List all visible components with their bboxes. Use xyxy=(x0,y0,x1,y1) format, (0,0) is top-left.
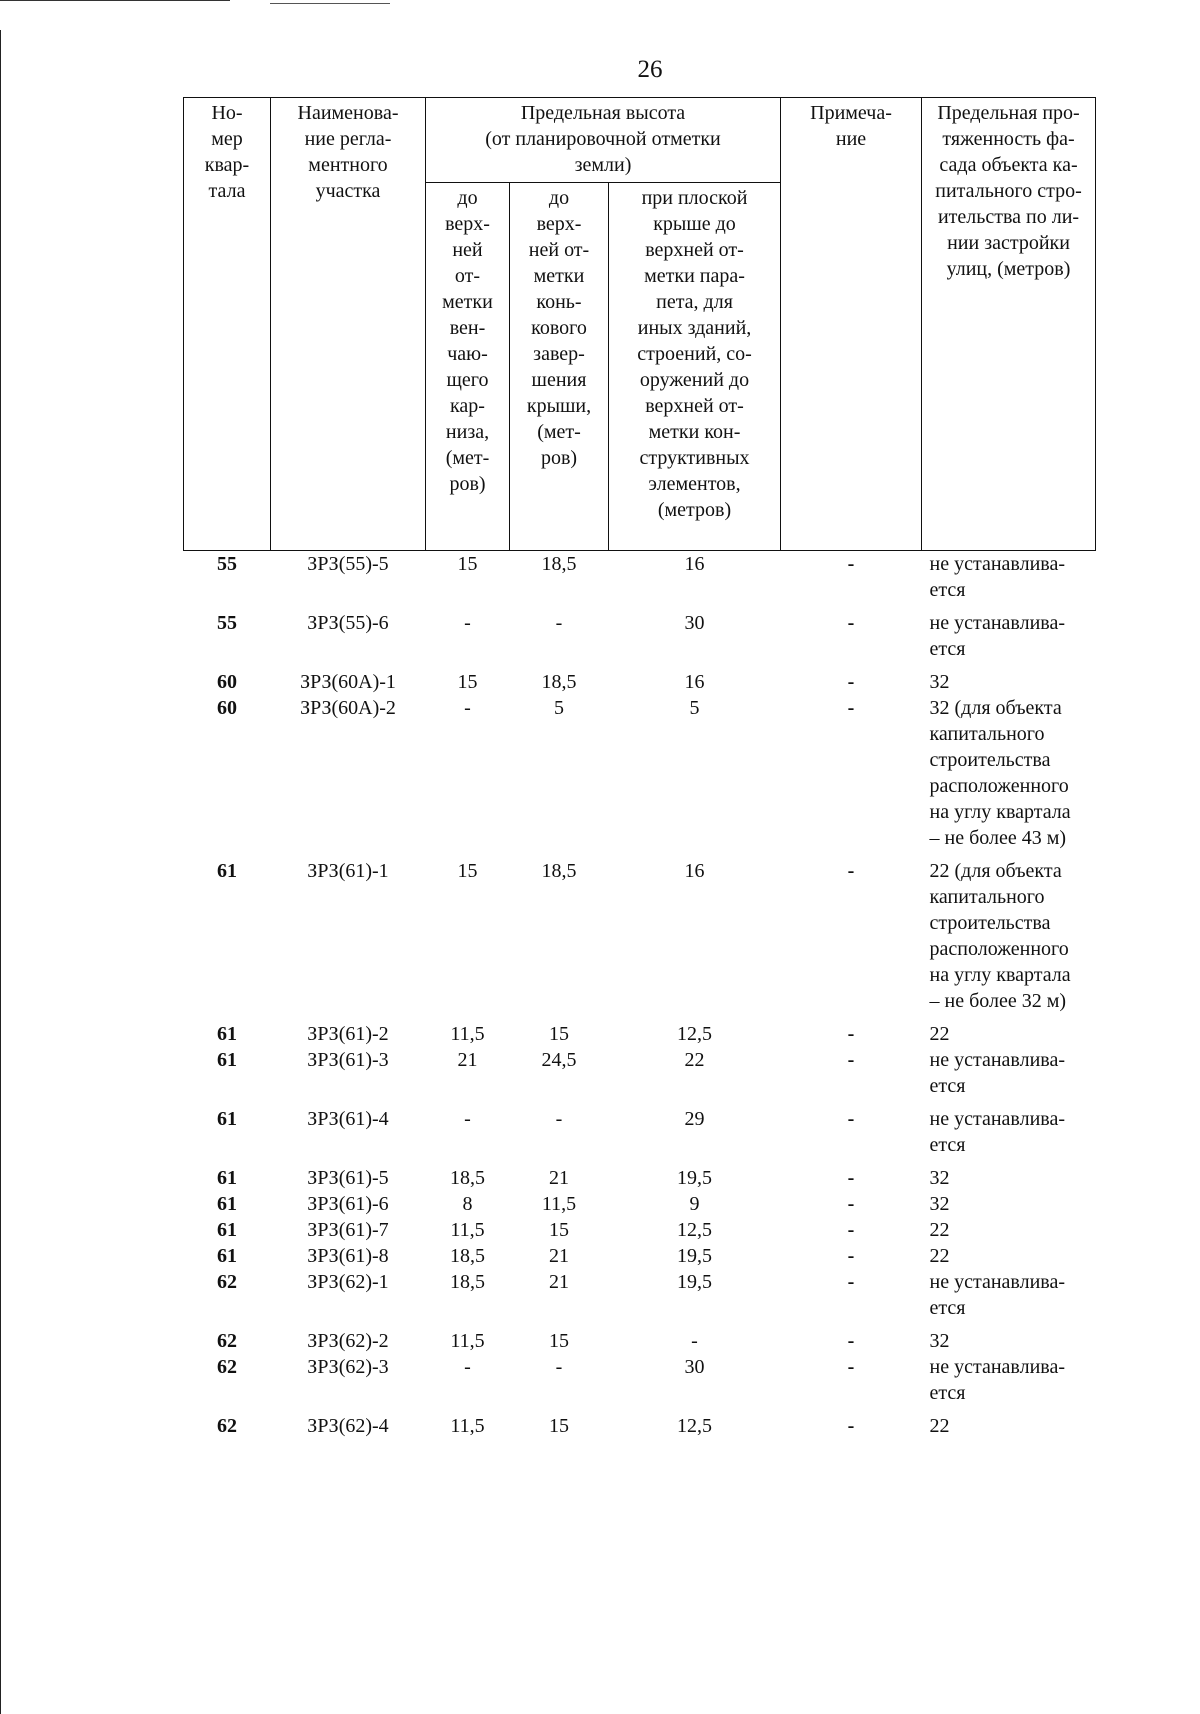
cell-ridge: 15 xyxy=(549,1023,569,1045)
table-row xyxy=(184,1106,1096,1165)
table-row xyxy=(184,1243,1096,1269)
cell-facade: не устанавлива- ется xyxy=(929,1271,1065,1319)
cell-flat-roof: 9 xyxy=(689,1193,700,1215)
cell-note: - xyxy=(847,1415,855,1437)
cell-cornice: 15 xyxy=(457,671,478,693)
cell-quarter: 60 xyxy=(217,697,237,719)
table-row xyxy=(184,1354,1096,1413)
cell-facade: 32 (для объекта капитального строительства расположенного на углу квартала – не более 43 м) xyxy=(929,697,1071,849)
header-area-name: Наименова- ние регла- ментного участка xyxy=(271,98,426,551)
cell-area: ЗРЗ(62)-4 xyxy=(307,1415,389,1437)
cell-note: - xyxy=(847,1023,855,1045)
cell-cornice: 18,5 xyxy=(450,1167,485,1189)
cell-flat-roof: 19,5 xyxy=(677,1245,712,1267)
cell-ridge: 21 xyxy=(549,1167,569,1189)
cell-note: - xyxy=(847,1245,855,1267)
cell-cornice: 11,5 xyxy=(450,1023,485,1045)
cell-note: - xyxy=(847,1167,855,1189)
cell-ridge: 18,5 xyxy=(541,553,577,575)
cell-note: - xyxy=(847,1193,855,1215)
cell-quarter: 61 xyxy=(217,1049,237,1071)
cell-cornice: 11,5 xyxy=(450,1330,485,1352)
cell-facade: не устанавлива- ется xyxy=(929,1356,1065,1404)
cell-cornice: 15 xyxy=(457,553,478,575)
table-row xyxy=(184,1217,1096,1243)
cell-flat-roof: 16 xyxy=(684,860,705,882)
cell-ridge: - xyxy=(555,1108,563,1130)
table-row xyxy=(184,610,1096,669)
cell-cornice: 11,5 xyxy=(450,1415,485,1437)
cell-ridge: - xyxy=(555,1356,563,1378)
cell-flat-roof: 16 xyxy=(684,671,705,693)
table-row xyxy=(184,1021,1096,1047)
cell-facade: 32 xyxy=(929,671,950,693)
cell-area: ЗРЗ(55)-6 xyxy=(307,612,389,634)
cell-facade: 22 (для объекта капитального строительства расположенного на углу квартала – не более 32 м) xyxy=(929,860,1071,1012)
cell-facade: 32 xyxy=(929,1193,950,1215)
cell-note: - xyxy=(847,553,855,575)
cell-ridge: 21 xyxy=(549,1271,569,1293)
table-row xyxy=(184,858,1096,1021)
cell-ridge: 18,5 xyxy=(541,671,577,693)
cell-note: - xyxy=(847,860,855,882)
cell-flat-roof: 30 xyxy=(684,612,705,634)
subheader-ridge: до верх- ней от- метки конь- кового завер- шения крыши, (мет- ров) xyxy=(510,183,609,551)
cell-cornice: 8 xyxy=(462,1193,473,1215)
cell-quarter: 61 xyxy=(217,1245,237,1267)
cell-area: ЗРЗ(61)-3 xyxy=(307,1049,389,1071)
cell-quarter: 61 xyxy=(217,860,237,882)
cell-ridge: 15 xyxy=(549,1330,569,1352)
cell-area: ЗРЗ(60А)-2 xyxy=(300,697,396,719)
cell-flat-roof: 5 xyxy=(689,697,700,719)
cell-ridge: 11,5 xyxy=(541,1193,577,1215)
cell-quarter: 55 xyxy=(217,553,237,575)
table-row xyxy=(184,1269,1096,1328)
cell-flat-roof: 30 xyxy=(684,1356,705,1378)
cell-cornice: 18,5 xyxy=(450,1245,485,1267)
table-body xyxy=(184,551,1096,1440)
cell-ridge: 15 xyxy=(549,1219,569,1241)
cell-flat-roof: 16 xyxy=(684,553,705,575)
cell-quarter: 61 xyxy=(217,1167,237,1189)
cell-ridge: 15 xyxy=(549,1415,569,1437)
page-number: 26 xyxy=(637,56,663,83)
regulation-table xyxy=(183,97,1096,1439)
cell-quarter: 62 xyxy=(217,1356,237,1378)
cell-note: - xyxy=(847,1108,855,1130)
scan-edge xyxy=(0,0,230,1)
cell-area: ЗРЗ(61)-7 xyxy=(307,1219,389,1241)
cell-facade: не устанавлива- ется xyxy=(929,553,1065,601)
table-row xyxy=(184,1191,1096,1217)
cell-note: - xyxy=(847,671,855,693)
cell-note: - xyxy=(847,612,855,634)
header-note: Примеча- ние xyxy=(781,98,922,551)
cell-note: - xyxy=(847,1219,855,1241)
cell-area: ЗРЗ(61)-6 xyxy=(307,1193,389,1215)
cell-note: - xyxy=(847,697,855,719)
cell-quarter: 60 xyxy=(217,671,237,693)
scan-edge xyxy=(270,3,390,4)
cell-area: ЗРЗ(61)-5 xyxy=(307,1167,389,1189)
cell-flat-roof: 19,5 xyxy=(677,1271,712,1293)
cell-ridge: 21 xyxy=(549,1245,569,1267)
cell-area: ЗРЗ(62)-2 xyxy=(307,1330,389,1352)
cell-flat-roof: - xyxy=(691,1330,698,1352)
cell-quarter: 55 xyxy=(217,612,237,634)
cell-cornice: - xyxy=(464,697,471,719)
header-facade-length: Предельная про- тяженность фа- сада объекта ка- питального стро- ительства по ли- нии застройки улиц, (метров) xyxy=(922,98,1096,551)
cell-facade: 22 xyxy=(929,1023,950,1045)
cell-note: - xyxy=(847,1330,855,1352)
cell-cornice: 21 xyxy=(457,1049,478,1071)
cell-flat-roof: 19,5 xyxy=(677,1167,712,1189)
cell-quarter: 61 xyxy=(217,1108,237,1130)
cell-note: - xyxy=(847,1049,855,1071)
cell-area: ЗРЗ(61)-1 xyxy=(307,860,389,882)
cell-area: ЗРЗ(62)-1 xyxy=(307,1271,389,1293)
table-row xyxy=(184,1328,1096,1354)
cell-cornice: - xyxy=(464,1356,471,1378)
cell-quarter: 62 xyxy=(217,1415,237,1437)
cell-ridge: 24,5 xyxy=(541,1049,577,1071)
cell-facade: 32 xyxy=(929,1167,950,1189)
cell-facade: 22 xyxy=(929,1245,950,1267)
header-height-limit: Предельная высота (от планировочной отметки земли) xyxy=(426,98,781,183)
cell-note: - xyxy=(847,1356,855,1378)
cell-quarter: 62 xyxy=(217,1330,237,1352)
cell-ridge: - xyxy=(555,612,563,634)
table-row xyxy=(184,1165,1096,1191)
cell-cornice: 11,5 xyxy=(450,1219,485,1241)
table-row xyxy=(184,695,1096,858)
cell-facade: не устанавлива- ется xyxy=(929,1108,1065,1156)
cell-facade: 32 xyxy=(929,1330,950,1352)
cell-flat-roof: 12,5 xyxy=(677,1219,712,1241)
cell-area: ЗРЗ(60А)-1 xyxy=(300,671,396,693)
cell-area: ЗРЗ(61)-8 xyxy=(307,1245,389,1267)
cell-note: - xyxy=(847,1271,855,1293)
cell-area: ЗРЗ(62)-3 xyxy=(307,1356,389,1378)
header-quarter-number: Но- мер квар- тала xyxy=(184,98,271,551)
table-row xyxy=(184,551,1096,611)
cell-facade: 22 xyxy=(929,1219,950,1241)
subheader-flat-roof: при плоской крыше до верхней от- метки пара- пета, для иных зданий, строений, со- оружений до верхней от- метки кон- структивных элементов, (метров) xyxy=(609,183,781,551)
cell-area: ЗРЗ(61)-2 xyxy=(307,1023,389,1045)
cell-flat-roof: 22 xyxy=(684,1049,705,1071)
cell-cornice: 15 xyxy=(457,860,478,882)
cell-cornice: - xyxy=(464,1108,471,1130)
table-row xyxy=(184,1047,1096,1106)
table-header xyxy=(184,98,1096,551)
cell-facade: не устанавлива- ется xyxy=(929,612,1065,660)
cell-cornice: - xyxy=(464,612,471,634)
cell-area: ЗРЗ(61)-4 xyxy=(307,1108,389,1130)
scan-edge xyxy=(0,30,1,1714)
cell-cornice: 18,5 xyxy=(450,1271,485,1293)
cell-quarter: 61 xyxy=(217,1193,237,1215)
table-row xyxy=(184,669,1096,695)
cell-ridge: 5 xyxy=(554,697,564,719)
cell-area: ЗРЗ(55)-5 xyxy=(307,553,389,575)
subheader-cornice: до верх- ней от- метки вен- чаю- щего кар- низа, (мет- ров) xyxy=(426,183,510,551)
cell-facade: не устанавлива- ется xyxy=(929,1049,1065,1097)
cell-facade: 22 xyxy=(929,1415,950,1437)
cell-flat-roof: 12,5 xyxy=(677,1415,712,1437)
cell-ridge: 18,5 xyxy=(541,860,577,882)
cell-quarter: 61 xyxy=(217,1219,237,1241)
table-row xyxy=(184,1413,1096,1439)
cell-quarter: 61 xyxy=(217,1023,237,1045)
cell-flat-roof: 29 xyxy=(684,1108,705,1130)
cell-quarter: 62 xyxy=(217,1271,237,1293)
cell-flat-roof: 12,5 xyxy=(677,1023,712,1045)
